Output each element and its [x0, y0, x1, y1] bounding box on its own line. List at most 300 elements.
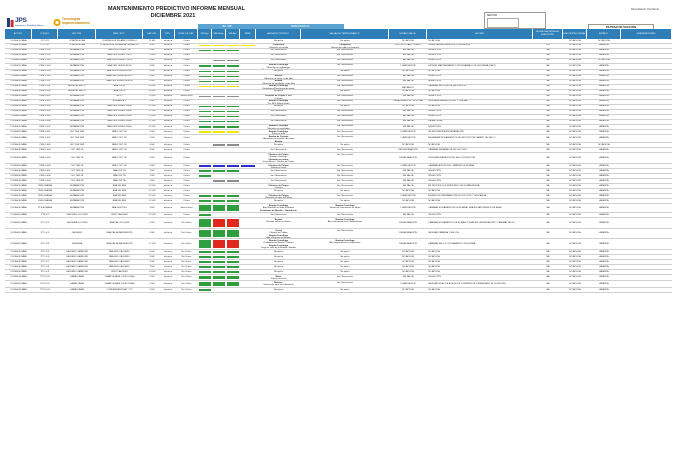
column-header[interactable]: HALLAZGO TÉCNICO [256, 29, 301, 39]
report-title-line2: DICIEMBRE 2021 [150, 12, 196, 19]
table-cell: PROBLEMAS EN SELLO MECÁNICO [395, 84, 421, 89]
table-cell: Crítico [183, 130, 190, 133]
finding-line [302, 47, 389, 48]
table-cell: NO APLICA [402, 189, 414, 192]
table-cell [621, 288, 672, 292]
table-cell: ABIERTA [599, 148, 609, 151]
table-cell: PMS-1-304 [39, 110, 51, 113]
thermographic-finding [301, 255, 389, 259]
table-cell: VOCAS BOMBA [10, 70, 27, 73]
table-cell: eléctrica [163, 105, 173, 108]
finding-line: No aplica [273, 189, 284, 192]
table-cell: NO APLICA [569, 169, 581, 172]
status-indicator [199, 76, 211, 78]
table-cell: NO APLICA [428, 265, 440, 268]
table-cell: NO APLICA [428, 39, 440, 42]
status-indicator [227, 180, 239, 182]
status-cell [212, 39, 226, 43]
column-header[interactable]: CAP. KW [143, 29, 161, 39]
sector-filter-button[interactable]: FILTRAR DE SUCCIÓN [588, 24, 654, 31]
technical-finding [256, 194, 301, 198]
technical-finding [256, 115, 301, 119]
table-cell: BBA 1 OUT 2E [112, 148, 127, 151]
status-cell [240, 199, 256, 203]
status-indicator [227, 144, 239, 146]
table-cell: 4 kW [149, 59, 155, 62]
status-indicator [213, 131, 225, 133]
status-cell [240, 125, 256, 130]
table-cell: VOCAS BOMBA [10, 164, 27, 167]
thermographic-finding [301, 70, 389, 74]
table-cell [621, 218, 672, 228]
finding-line: Sin Observación [270, 174, 287, 177]
table-cell: Crítico [183, 179, 190, 182]
table-cell: NO APLICA [569, 156, 581, 159]
status-indicator [213, 106, 225, 108]
table-row[interactable] [5, 218, 672, 229]
table-cell: BBA 3 OUT 1E [112, 143, 127, 146]
company-logo-text: JPS [15, 17, 27, 24]
table-cell: eléctrica [163, 130, 173, 133]
table-cell: BBA OUT 1E [113, 169, 126, 172]
finding-line: Bomba Centrífuga [335, 204, 355, 207]
status-cell [198, 275, 212, 280]
finding-line: Bomba [274, 218, 283, 221]
status-cell [198, 204, 212, 212]
table-cell: eléctrica [163, 125, 173, 128]
table-cell: SIN ACCIÓN [428, 179, 441, 182]
table-cell [621, 229, 672, 238]
table-row[interactable] [5, 229, 672, 239]
table-cell: BBA CEN 1K6000 80-90 I [106, 70, 133, 73]
finding-line [257, 103, 301, 104]
table-cell: SIN ACCIÓN [428, 54, 441, 57]
table-cell: BBA CENT 801 [111, 206, 128, 209]
column-header[interactable]: SECTOR [58, 29, 96, 39]
status-cell [240, 288, 256, 292]
table-cell: VOCAS BOMBA [10, 221, 27, 224]
table-row[interactable] [5, 288, 672, 293]
table-cell: NO APLICA [569, 59, 581, 62]
status-cell [212, 110, 226, 114]
technical-finding [256, 100, 301, 104]
technical-finding [256, 110, 301, 114]
finding-line [257, 78, 301, 79]
table-cell: 2 kW [149, 282, 155, 285]
finding-line: Sin Observación [336, 229, 354, 232]
table-cell: BBA 2 HOS [113, 90, 126, 93]
table-cell: BBA 2 OUT 1E [112, 137, 127, 140]
finding-line [257, 47, 301, 48]
table-cell: eléctrica [163, 115, 173, 118]
status-indicator [199, 200, 211, 202]
table-cell: eléctrica [163, 44, 173, 47]
table-cell: PMS-1-409 [39, 179, 51, 182]
status-cell [198, 260, 212, 264]
status-indicator [227, 282, 239, 286]
filter-label: SECTOR [487, 14, 497, 17]
table-cell: BBA 1 OUT 1E [112, 130, 127, 133]
table-cell: No Crítico [181, 260, 192, 263]
finding-line: Sin Observación [336, 85, 354, 88]
status-indicator [227, 76, 239, 78]
table-cell: SIN ACCIÓN [428, 110, 441, 113]
finding-line: No aplica [340, 70, 350, 73]
table-cell: VOCAS BOMBA [10, 125, 27, 128]
finding-line: Sin Observación [270, 169, 287, 172]
technical-finding [256, 260, 301, 264]
table-cell: REVISAR CAÑERIA Y SELLOS [428, 232, 460, 235]
status-indicator [227, 256, 239, 258]
status-cell [212, 270, 226, 274]
finding-line: Motores [274, 281, 283, 284]
table-cell [621, 189, 672, 193]
technical-finding [256, 255, 301, 259]
column-header[interactable]: CODIGO [32, 29, 58, 39]
table-cell: NO APLICA [569, 90, 581, 93]
column-header[interactable]: RPM / POT. [96, 29, 143, 39]
finding-line: Alto calentamiento en Rodamientos [327, 221, 363, 224]
table-cell: CAMB DE AIRE 2 (ESCLUSA) [104, 282, 135, 285]
table-cell: SIN FALLA [402, 95, 414, 98]
column-header[interactable]: VIB Baja [198, 29, 212, 39]
table-cell: NO APLICA [402, 260, 414, 263]
status-cell [212, 239, 226, 249]
table-cell: NO APLICA [402, 70, 414, 73]
status-cell [226, 39, 240, 43]
table-cell: NO APLICA [428, 143, 440, 146]
status-cell [212, 95, 226, 99]
status-cell [212, 184, 226, 188]
finding-line: Vibración en ventilador [267, 127, 290, 129]
status-indicator [227, 121, 239, 123]
finding-line: Sin Observación [270, 120, 287, 123]
table-cell [621, 64, 672, 69]
finding-line: Problemas de Bomba / Soltura [263, 242, 294, 245]
table-cell: 4 kW [149, 49, 155, 52]
status-cell [226, 184, 240, 188]
table-cell: PMS-1-104 [39, 64, 51, 67]
finding-line: Bomba Centrífuga [269, 125, 288, 128]
status-cell [212, 90, 226, 94]
table-cell: PTS-BOMBAS [37, 206, 53, 209]
table-cell: SEPARACIÓN [69, 105, 85, 108]
status-cell [240, 260, 256, 264]
table-cell: NO APLICA [569, 164, 581, 167]
table-cell: 2.2 kW [148, 120, 156, 123]
status-cell [226, 135, 240, 142]
table-cell: ABIERTA [599, 184, 609, 187]
status-cell [226, 199, 240, 203]
finding-line: No aplica [340, 39, 350, 42]
finding-line: Sin Observación [336, 275, 354, 278]
column-header[interactable]: ACTIVO [5, 29, 32, 39]
status-cell [212, 80, 226, 84]
status-cell [226, 100, 240, 104]
table-cell: AGUA DE SELLO [68, 90, 86, 93]
technical-finding [256, 265, 301, 269]
status-cell [198, 110, 212, 114]
thermographic-finding [301, 229, 389, 238]
table-cell: VOCAS BOMBA [10, 184, 27, 187]
table-cell: ABIERTA [599, 100, 609, 103]
table-cell: 4 kW [149, 44, 155, 47]
finding-line: No aplica [273, 199, 284, 202]
table-cell: LUBRICACIÓN [400, 130, 416, 133]
finding-line: Elevada soltura en Motor [266, 221, 291, 224]
table-cell: SIN ACCIÓN [428, 75, 441, 78]
status-indicator [227, 195, 239, 197]
finding-line: Sin Observación [336, 213, 354, 216]
finding-line: No aplica [340, 260, 350, 263]
table-cell: CALDERA [71, 242, 83, 245]
table-cell: ABIERTA [599, 260, 609, 263]
table-cell: eléctrica [163, 255, 173, 258]
table-cell: Crítico [183, 189, 190, 192]
status-cell [240, 110, 256, 114]
table-cell: PTC-V-5 [40, 250, 50, 253]
finding-line: Generando tapa en rodamiento [263, 284, 294, 287]
table-cell: NO APLICA [569, 255, 581, 258]
thermographic-finding [301, 164, 389, 168]
table-cell: OUT 1ER 2E [70, 156, 84, 159]
status-indicator [227, 200, 239, 202]
table-cell [621, 54, 672, 58]
table-cell: DESALINEACIÓN [399, 242, 417, 245]
thermographic-finding [301, 135, 389, 142]
table-cell: No Crítico [181, 255, 192, 258]
table-cell: No Crítico [181, 270, 192, 273]
table-cell: VOCAS BOMBA [10, 242, 27, 245]
table-cell: NO APLICA [428, 260, 440, 263]
table-cell: SIN ACCIÓN [428, 174, 441, 177]
table-row[interactable] [5, 204, 672, 213]
status-cell [240, 164, 256, 168]
table-cell: DESALINEACIÓN [399, 232, 417, 235]
table-row[interactable] [5, 239, 672, 250]
finding-line: Motor [275, 275, 282, 278]
table-cell: SIN ACCIÓN [428, 49, 441, 52]
column-header[interactable]: ESTADO FALLA [389, 29, 427, 39]
status-cell [240, 179, 256, 183]
status-indicator [213, 251, 225, 253]
table-row[interactable] [5, 135, 672, 143]
status-cell [212, 218, 226, 228]
table-cell: BBA 900 REF [112, 199, 127, 202]
table-cell: NA [546, 282, 550, 285]
table-cell: BBA CEN 1K6000 20400 [107, 110, 132, 113]
table-cell: ABIERTA [599, 164, 609, 167]
status-cell [212, 153, 226, 163]
table-cell: NO APLICA [569, 75, 581, 78]
column-header[interactable]: VIB Alta [226, 29, 240, 39]
status-cell [198, 148, 212, 152]
table-cell: BBA CAL ALIMENTACIÓN [106, 242, 133, 245]
table-cell: 4 kW [149, 130, 155, 133]
table-cell: 2.2 kW [148, 199, 156, 202]
table-cell: VOCAS BOMBA [10, 100, 27, 103]
table-cell: OUT 1ER 2E [70, 148, 84, 151]
thermographic-finding [301, 59, 389, 63]
table-cell: Crítico [183, 85, 190, 88]
thermographic-finding [301, 250, 389, 254]
status-indicator [199, 131, 211, 133]
table-cell [621, 239, 672, 249]
column-header[interactable]: HALLAZGO TERMOGRÁFICO [301, 29, 389, 39]
thermographic-finding [301, 174, 389, 178]
status-indicator [227, 261, 239, 263]
status-cell [226, 179, 240, 183]
technical-finding [256, 85, 301, 89]
status-cell [226, 90, 240, 94]
table-cell: NA [546, 255, 550, 258]
table-cell: Crítico [183, 174, 190, 177]
table-cell: NO APLICA [569, 115, 581, 118]
table-cell: ABIERTA [599, 49, 609, 52]
table-cell: NO APLICA [428, 90, 440, 93]
table-cell: NA [546, 110, 550, 113]
table-cell: eléctrica [163, 179, 173, 182]
table-cell: ABIERTA [599, 199, 609, 202]
column-header[interactable]: NIVEL DE CAP [175, 29, 198, 39]
status-cell [212, 54, 226, 58]
finding-line: Sin Observación [336, 80, 354, 83]
table-cell: SIN FALLA [402, 80, 414, 83]
table-cell: 3 kW [149, 206, 155, 209]
status-cell [240, 49, 256, 53]
column-header[interactable]: FECHA TENTATIVA DE EJECUCIÓN [533, 29, 563, 39]
status-cell [240, 148, 256, 152]
technical-finding [256, 148, 301, 152]
status-cell [198, 288, 212, 292]
technical-finding [256, 70, 301, 74]
table-cell: SEPARACIÓN [69, 64, 85, 67]
table-cell: PMS-1-306 [39, 120, 51, 123]
column-header[interactable]: ACCIÓN [427, 29, 533, 39]
table-cell [621, 75, 672, 79]
column-header[interactable]: OBSERVACIONES [621, 29, 672, 39]
thermographic-finding [301, 288, 389, 292]
status-cell [226, 270, 240, 274]
table-cell: OUT 1ER 2E [70, 164, 84, 167]
table-cell: Crítico [183, 54, 190, 57]
status-indicator [241, 45, 255, 47]
table-cell: NO APLICA [402, 270, 414, 273]
table-cell: VERIFICAR ANCLAJES DE COMPRESOR [428, 44, 471, 47]
table-cell: SEPARACIÓN [69, 194, 85, 197]
thermographic-finding [301, 85, 389, 89]
table-cell: CALDERO CARBONO [65, 260, 89, 263]
status-cell [212, 135, 226, 142]
table-cell: ABIERTA [599, 242, 609, 245]
status-cell [240, 189, 256, 193]
table-cell: CALDERO CARBONO [65, 255, 89, 258]
table-cell: NO APLICA [569, 80, 581, 83]
table-cell: NO APLICA [428, 250, 440, 253]
table-cell: SIN FALLA [402, 59, 414, 62]
table-cell: VOCAS BOMBA [10, 80, 27, 83]
table-cell: VOCAS BOMBA [10, 120, 27, 123]
table-header [5, 29, 672, 39]
technical-finding [256, 125, 301, 130]
finding-line: Sin Observación [270, 115, 287, 118]
column-header[interactable]: VIB Media [212, 29, 226, 39]
table-cell: NA [546, 184, 550, 187]
table-cell: Crítico [183, 156, 190, 159]
table-row[interactable] [5, 153, 672, 164]
table-cell [621, 281, 672, 287]
table-cell: NO APLICA [569, 148, 581, 151]
status-cell [212, 194, 226, 198]
table-cell: Crítico [183, 90, 190, 93]
thermographic-finding [301, 120, 389, 124]
finding-line: Sin Observación [270, 148, 287, 151]
column-header[interactable]: EJECUCIÓN FORMAL [563, 29, 587, 39]
table-cell: ABIERTA [599, 80, 609, 83]
table-cell [621, 153, 672, 163]
technical-finding [256, 120, 301, 124]
finding-line: Vibraciones en bomba con motor [262, 138, 295, 141]
report-title [108, 6, 246, 20]
column-header[interactable]: ESTADO [587, 29, 621, 39]
table-cell: eléctrica [163, 120, 173, 123]
column-header[interactable]: TIPO [161, 29, 175, 39]
table-cell: SIN FALLA [402, 213, 414, 216]
table-cell: SIN ACCIÓN [428, 169, 441, 172]
table-cell: VISCOSO / PARO LIGERO [394, 44, 422, 47]
status-indicator [199, 121, 211, 123]
status-indicator [213, 81, 225, 83]
table-cell: BBA DES CALDERO [109, 265, 130, 268]
status-indicator [199, 266, 211, 268]
table-cell: eléctrica [163, 213, 173, 216]
finding-line: No aplica [273, 270, 284, 273]
status-indicator [199, 65, 211, 68]
table-cell: Crítico [183, 39, 190, 42]
table-cell: NA [546, 148, 550, 151]
table-cell: SEPARACIÓN [69, 206, 85, 209]
table-cell: CALDERO [71, 232, 83, 235]
table-cell: 1 kW [149, 174, 155, 177]
technical-finding [256, 80, 301, 84]
table-cell: SIN ACCIÓN [428, 213, 441, 216]
table-cell: NA [546, 221, 550, 224]
finding-line: Sin Observación [270, 179, 287, 182]
status-indicator [199, 271, 211, 273]
status-cell [198, 194, 212, 198]
table-cell: VOCAS BOMBA [10, 174, 27, 177]
table-cell: BBA OUT 3E [113, 179, 126, 182]
table-cell: SEPARACIÓN [69, 75, 85, 78]
status-cell [226, 260, 240, 264]
status-indicator [213, 282, 225, 286]
finding-line: Sin Observación [336, 95, 354, 98]
table-cell: 2 kW [149, 288, 155, 291]
status-indicator [199, 251, 211, 253]
table-cell [621, 85, 672, 89]
table-cell: ABIERTA [599, 250, 609, 253]
status-cell [226, 54, 240, 58]
status-cell [226, 189, 240, 193]
column-header[interactable]: TEMP [240, 29, 256, 39]
finding-line: Bomba Centrífuga [335, 239, 355, 242]
table-cell: SEPARACIÓN [69, 120, 85, 123]
table-cell: NO APLICA [569, 179, 581, 182]
status-indicator [199, 45, 211, 47]
table-row[interactable] [5, 281, 672, 288]
finding-line: Sin Observación [336, 174, 354, 177]
table-cell: PTC-V-12 [40, 288, 50, 291]
